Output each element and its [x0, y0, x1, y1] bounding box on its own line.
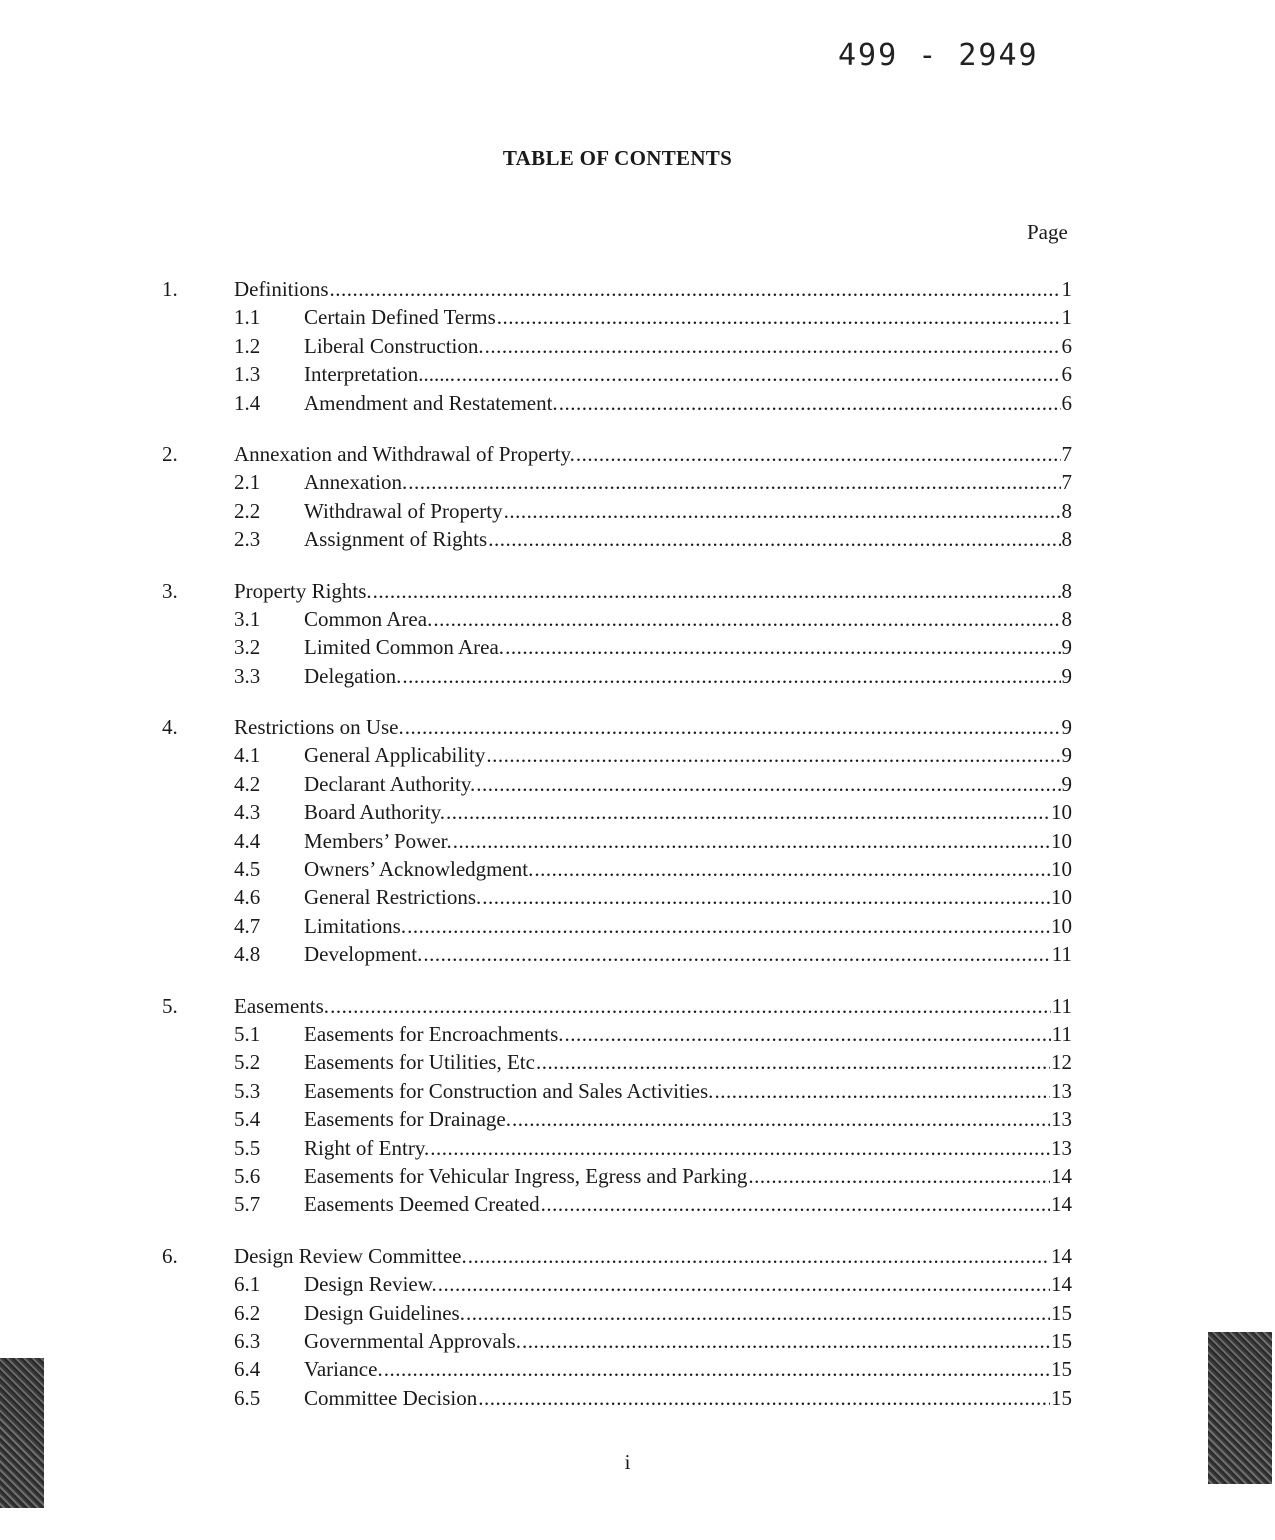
page-reference: 13 [1051, 1107, 1072, 1132]
page-reference: 12 [1051, 1050, 1072, 1075]
section-title: Easements. [234, 993, 330, 1018]
toc-subsection-entry [162, 1162, 1072, 1190]
toc-section-entry [162, 992, 1072, 1020]
dot-leader [714, 1077, 1050, 1105]
toc-subsection-entry [162, 1299, 1072, 1327]
toc-subsection-entry [162, 389, 1072, 417]
page-reference: 8 [1061, 527, 1072, 552]
dot-leader [402, 662, 1060, 690]
page-title: TABLE OF CONTENTS [502, 146, 733, 170]
subsection-title: Delegation. [304, 663, 402, 688]
toc-subsection-entry [162, 741, 1072, 769]
page-reference: 15 [1051, 1300, 1072, 1325]
page-reference: 13 [1051, 1078, 1072, 1103]
subsection-number: 6.2 [234, 1300, 261, 1325]
section-number: 4. [162, 715, 178, 740]
toc-subsection-entry [162, 798, 1072, 826]
section-title: Property Rights. [234, 578, 372, 603]
page-reference: 10 [1051, 800, 1072, 825]
section-title: Restrictions on Use. [234, 715, 404, 740]
page-reference: 9 [1061, 771, 1072, 796]
page-reference: 14 [1051, 1243, 1072, 1268]
page-reference: 8 [1061, 498, 1072, 523]
page-reference: 9 [1061, 715, 1072, 740]
subsection-title: Members’ Power. [304, 828, 452, 853]
section-title: Definitions [234, 277, 329, 301]
toc-subsection-entry [162, 303, 1072, 331]
section-title: Annexation and Withdrawal of Property. [234, 441, 575, 466]
dot-leader [478, 1384, 1050, 1412]
dot-leader [466, 1299, 1050, 1327]
toc-section [162, 713, 1072, 969]
page-reference: 14 [1051, 1272, 1072, 1297]
subsection-number: 6.3 [234, 1328, 261, 1353]
toc-section [162, 992, 1072, 1219]
page-reference: 6 [1061, 390, 1072, 415]
subsection-title: Amendment and Restatement. [304, 390, 558, 415]
toc-section [162, 577, 1072, 691]
dot-leader [407, 912, 1050, 940]
dot-leader [423, 940, 1050, 968]
dot-leader [476, 770, 1060, 798]
subsection-title: Easements for Vehicular Ingress, Egress and Parking [304, 1163, 748, 1188]
page-reference: 7 [1061, 470, 1072, 495]
page-reference: 15 [1051, 1357, 1072, 1382]
toc-subsection-entry [162, 360, 1072, 388]
dot-leader [433, 605, 1060, 633]
page-reference: 7 [1061, 441, 1072, 466]
subsection-number: 1.3 [234, 362, 261, 387]
page-reference: 9 [1061, 635, 1072, 660]
toc-subsection-entry [162, 1190, 1072, 1218]
subsection-number: 4.1 [234, 743, 261, 768]
subsection-number: 4.8 [234, 942, 261, 967]
section-number: 3. [162, 578, 178, 603]
toc-subsection-entry [162, 912, 1072, 940]
dot-leader [534, 855, 1050, 883]
subsection-title: Easements for Construction and Sales Activities. [304, 1078, 714, 1103]
section-number: 5. [162, 993, 178, 1018]
page-reference: 11 [1051, 993, 1072, 1018]
dot-leader [565, 1020, 1051, 1048]
subsection-title: Common Area. [304, 606, 433, 631]
subsection-number: 5.3 [234, 1078, 261, 1103]
subsection-number: 5.5 [234, 1135, 261, 1160]
scan-artifact-right [1208, 1332, 1272, 1484]
dot-leader [330, 275, 1061, 303]
page-column-label: Page [1027, 220, 1068, 244]
page-reference: 1 [1061, 305, 1072, 330]
dot-leader [488, 525, 1060, 553]
page-reference: 6 [1061, 333, 1072, 358]
dot-leader [430, 1134, 1050, 1162]
subsection-number: 4.3 [234, 800, 261, 825]
page-reference: 8 [1061, 578, 1072, 603]
subsection-number: 4.4 [234, 828, 261, 853]
toc-subsection-entry [162, 468, 1072, 496]
subsection-title: Limited Common Area. [304, 635, 505, 660]
page-reference: 11 [1051, 942, 1072, 967]
dot-leader [384, 1355, 1050, 1383]
dot-leader [453, 827, 1050, 855]
page-reference: 10 [1051, 913, 1072, 938]
subsection-title: Easements for Utilities, Etc [304, 1050, 535, 1075]
dot-leader [330, 992, 1051, 1020]
subsection-title: Certain Defined Terms [304, 305, 496, 330]
subsection-title: Design Review. [304, 1272, 437, 1297]
scan-artifact-left [0, 1358, 44, 1508]
subsection-title: Assignment of Rights [304, 527, 488, 552]
subsection-number: 5.6 [234, 1163, 261, 1188]
dot-leader [576, 440, 1061, 468]
subsection-number: 1.1 [234, 305, 261, 330]
toc-subsection-entry [162, 1077, 1072, 1105]
toc-section-entry [162, 275, 1072, 303]
page-reference: 15 [1051, 1385, 1072, 1410]
dot-leader [497, 303, 1061, 331]
dot-leader [373, 577, 1061, 605]
subsection-number: 6.5 [234, 1385, 261, 1410]
toc-section [162, 1242, 1072, 1412]
dot-leader [541, 1190, 1050, 1218]
subsection-number: 3.2 [234, 635, 261, 660]
toc-subsection-entry [162, 855, 1072, 883]
subsection-number: 1.2 [234, 333, 261, 358]
dot-leader [482, 883, 1050, 911]
subsection-title: Development. [304, 942, 423, 967]
toc-subsection-entry [162, 883, 1072, 911]
subsection-title: Interpretation....... [304, 362, 456, 387]
page-reference: 10 [1051, 857, 1072, 882]
toc-subsection-entry [162, 1105, 1072, 1133]
subsection-title: Easements Deemed Created [304, 1192, 540, 1217]
page-reference: 10 [1051, 828, 1072, 853]
subsection-title: Committee Decision [304, 1385, 478, 1410]
dot-leader [512, 1105, 1050, 1133]
toc-subsection-entry [162, 332, 1072, 360]
subsection-number: 5.1 [234, 1021, 261, 1046]
subsection-title: General Applicability [304, 743, 486, 768]
page-reference: 13 [1051, 1135, 1072, 1160]
subsection-number: 5.4 [234, 1107, 261, 1132]
toc-subsection-entry [162, 940, 1072, 968]
page-reference: 9 [1061, 743, 1072, 768]
subsection-number: 2.3 [234, 527, 261, 552]
subsection-number: 5.7 [234, 1192, 261, 1217]
toc-subsection-entry [162, 827, 1072, 855]
page-reference: 11 [1051, 1021, 1072, 1046]
toc-subsection-entry [162, 1327, 1072, 1355]
toc-subsection-entry [162, 770, 1072, 798]
toc-subsection-entry [162, 605, 1072, 633]
page-reference: 9 [1061, 663, 1072, 688]
dot-leader [504, 497, 1061, 525]
toc-subsection-entry [162, 633, 1072, 661]
section-number: 2. [162, 441, 178, 466]
toc-subsection-entry [162, 497, 1072, 525]
dot-leader [486, 741, 1060, 769]
dot-leader [522, 1327, 1050, 1355]
subsection-title: Variance. [304, 1357, 383, 1382]
subsection-title: Withdrawal of Property [304, 498, 503, 523]
subsection-number: 1.4 [234, 390, 261, 415]
section-number: 6. [162, 1243, 178, 1268]
toc-subsection-entry [162, 1020, 1072, 1048]
toc-section [162, 275, 1072, 417]
dot-leader [438, 1270, 1050, 1298]
subsection-number: 4.5 [234, 857, 261, 882]
subsection-number: 3.1 [234, 606, 261, 631]
dot-leader [446, 798, 1050, 826]
dot-leader [748, 1162, 1050, 1190]
subsection-title: Declarant Authority. [304, 771, 476, 796]
subsection-title: Design Guidelines. [304, 1300, 465, 1325]
page-reference: 10 [1051, 885, 1072, 910]
subsection-title: Liberal Construction. [304, 333, 484, 358]
subsection-title: Right of Entry. [304, 1135, 430, 1160]
subsection-title: General Restrictions. [304, 885, 482, 910]
subsection-number: 4.2 [234, 771, 261, 796]
section-number: 1. [162, 277, 178, 301]
subsection-title: Governmental Approvals. [304, 1328, 521, 1353]
toc-section [162, 440, 1072, 554]
page-reference: 15 [1051, 1328, 1072, 1353]
dot-leader [505, 633, 1060, 661]
toc-subsection-entry [162, 1134, 1072, 1162]
page-reference: 14 [1051, 1192, 1072, 1217]
page-reference: 6 [1061, 362, 1072, 387]
toc-subsection-entry [162, 662, 1072, 690]
subsection-number: 6.4 [234, 1357, 261, 1382]
toc-subsection-entry [162, 1048, 1072, 1076]
toc-section-entry [162, 440, 1072, 468]
section-title: Design Review Committee. [234, 1243, 467, 1268]
dot-leader [405, 713, 1061, 741]
subsection-number: 3.3 [234, 663, 261, 688]
dot-leader [485, 332, 1061, 360]
subsection-number: 2.1 [234, 470, 261, 495]
toc-subsection-entry [162, 1384, 1072, 1412]
subsection-number: 6.1 [234, 1272, 261, 1297]
dot-leader [559, 389, 1061, 417]
table-of-contents [162, 275, 1072, 1435]
page-reference: 8 [1061, 606, 1072, 631]
subsection-number: 5.2 [234, 1050, 261, 1075]
subsection-title: Easements for Drainage. [304, 1107, 511, 1132]
subsection-title: Limitations. [304, 913, 407, 938]
page-reference: 14 [1051, 1163, 1072, 1188]
recording-number: 499 - 2949 [838, 38, 1039, 73]
subsection-title: Owners’ Acknowledgment. [304, 857, 534, 882]
subsection-title: Easements for Encroachments. [304, 1021, 564, 1046]
subsection-number: 2.2 [234, 498, 261, 523]
toc-subsection-entry [162, 1270, 1072, 1298]
subsection-title: Annexation. [304, 470, 408, 495]
dot-leader [468, 1242, 1050, 1270]
dot-leader [536, 1048, 1050, 1076]
toc-section-entry [162, 577, 1072, 605]
toc-section-entry [162, 1242, 1072, 1270]
dot-leader [408, 468, 1060, 496]
toc-section-entry [162, 713, 1072, 741]
page-number: i [624, 1450, 631, 1474]
subsection-title: Board Authority. [304, 800, 445, 825]
toc-subsection-entry [162, 1355, 1072, 1383]
page-reference: 1 [1061, 277, 1072, 301]
subsection-number: 4.6 [234, 885, 261, 910]
subsection-number: 4.7 [234, 913, 261, 938]
toc-subsection-entry [162, 525, 1072, 553]
dot-leader [456, 360, 1060, 388]
